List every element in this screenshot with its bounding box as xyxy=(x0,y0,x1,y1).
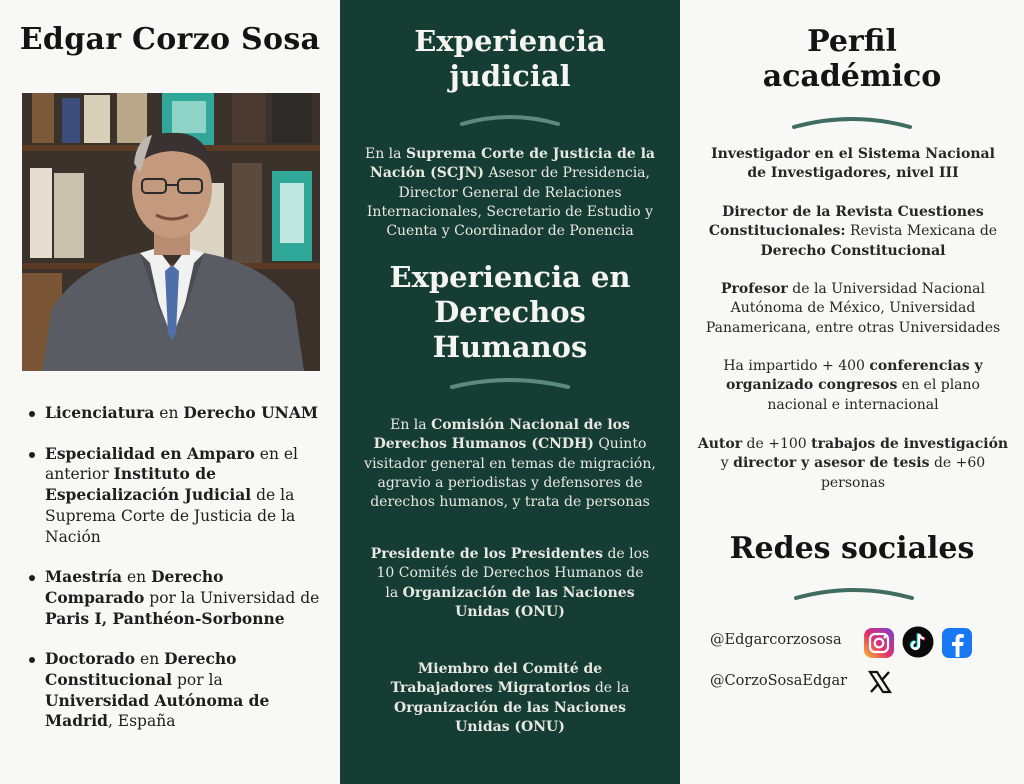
sni-paragraph xyxy=(700,145,1006,184)
judicial-paragraph xyxy=(360,145,660,241)
education-item xyxy=(24,567,324,629)
person-name: Edgar Corzo Sosa xyxy=(19,22,321,57)
heading-academic-profile: Perfil académico xyxy=(762,24,942,94)
instagram-icon[interactable] xyxy=(863,627,895,659)
facebook-icon[interactable] xyxy=(941,627,973,659)
text-run: de la Universidad Nacional Autónoma de México, Universidad Panamericana, entre otras Universidades xyxy=(705,281,1001,336)
text-run: de los 10 Comités de Derechos Humanos de la xyxy=(376,546,650,601)
bold-text: conferencias y organizado congresos xyxy=(726,358,983,394)
text-run: por la xyxy=(172,671,223,690)
conferences-paragraph xyxy=(710,357,996,415)
bold-text: Organización de las Naciones Unidas (ONU) xyxy=(402,584,635,620)
text-run: de la xyxy=(590,680,630,697)
swoosh-divider xyxy=(450,375,570,389)
bold-text: Organización de las Naciones Unidas (ONU) xyxy=(394,699,626,735)
education-item xyxy=(24,649,324,732)
bold-text: trabajos de investigación xyxy=(811,436,1009,452)
swoosh-divider xyxy=(792,114,912,130)
bold-text: Suprema Corte de Justicia de la Nación (SCJN) xyxy=(370,146,655,182)
heading-judicial-experience: Experiencia judicial xyxy=(414,24,606,93)
text-run: en xyxy=(122,568,152,587)
journal-director-paragraph xyxy=(692,203,1014,261)
bold-text: Especialidad en Amparo xyxy=(45,443,255,463)
portrait-photo xyxy=(22,93,320,371)
bold-text: Paris I, Panthéon-Sorbonne xyxy=(45,608,285,628)
text-run: Revista Mexicana de xyxy=(845,223,998,240)
text-run: de +100 xyxy=(742,436,812,452)
bold-text: Presidente de los Presidentes xyxy=(370,546,603,562)
text-run: Ha impartido + 400 xyxy=(723,358,870,374)
text-run: por la Universidad de xyxy=(144,588,320,607)
text-run: y xyxy=(720,455,734,472)
bold-text: Derecho Constitucional xyxy=(760,242,946,259)
text-run: en xyxy=(135,650,165,669)
bold-text: director y asesor de tesis xyxy=(733,455,930,472)
text-run: de +60 personas xyxy=(820,455,986,491)
swoosh-divider xyxy=(460,112,560,126)
text-run: en el anterior xyxy=(45,444,298,484)
text-run: En la xyxy=(365,146,406,162)
heading-human-rights-experience: Experiencia en Derechos Humanos xyxy=(389,260,631,364)
heading-social-networks: Redes sociales xyxy=(729,531,975,566)
x-icon[interactable] xyxy=(866,668,894,696)
bold-text: Comisión Nacional de los Derechos Humanos (CNDH) xyxy=(373,417,630,453)
middle-column xyxy=(340,0,680,784)
cndh-paragraph xyxy=(360,416,660,512)
bold-text: Miembro del Comité de Trabajadores Migratorios xyxy=(390,661,603,697)
bold-text: Director de la Revista Cuestiones Constitucionales: xyxy=(708,204,984,240)
right-column xyxy=(680,0,1024,784)
bold-text: Maestría xyxy=(45,567,123,587)
text-run: en xyxy=(154,404,184,422)
un-presidents-paragraph xyxy=(370,545,650,622)
text-run: en el plano nacional e internacional xyxy=(767,377,980,413)
migrant-workers-paragraph xyxy=(375,660,645,737)
text-run: , España xyxy=(107,712,176,731)
professor-paragraph xyxy=(692,280,1014,338)
bold-text: Licenciatura xyxy=(45,403,155,422)
text-run: de la Suprema Corte de Justicia de la Nación xyxy=(45,486,296,546)
bold-text: Autor xyxy=(697,436,743,452)
bold-text: Investigador en el Sistema Nacional de Investigadores, nivel III xyxy=(711,146,995,182)
social-handle-2[interactable]: @CorzoSosaEdgar xyxy=(710,673,848,689)
bold-text: Derecho Constitucional xyxy=(45,649,237,690)
education-item xyxy=(24,403,324,424)
bold-text: Doctorado xyxy=(45,649,136,669)
education-list xyxy=(24,403,324,752)
text-run: Quinto visitador general en temas de migración, agravio a periodistas y defensores de derechos humanos, y trata de personas xyxy=(364,436,656,511)
social-handle-1[interactable]: @Edgarcorzososa xyxy=(710,632,842,648)
tiktok-icon[interactable] xyxy=(902,626,934,658)
text-run: En la xyxy=(390,417,432,433)
author-paragraph xyxy=(692,435,1014,493)
text-run: Asesor de Presidencia, Director General de Relaciones Internacionales, Secretario de Estudio y Cuenta y Coordinador de Ponencia xyxy=(366,165,654,240)
bold-text: Instituto de Especialización Judicial xyxy=(45,464,252,505)
education-item xyxy=(24,444,324,548)
bold-text: Derecho UNAM xyxy=(183,403,319,422)
swoosh-divider xyxy=(794,585,914,601)
bold-text: Universidad Autónoma de Madrid xyxy=(45,690,270,731)
bold-text: Profesor xyxy=(721,281,788,297)
bold-text: Derecho Comparado xyxy=(45,567,224,607)
left-column xyxy=(0,0,340,784)
